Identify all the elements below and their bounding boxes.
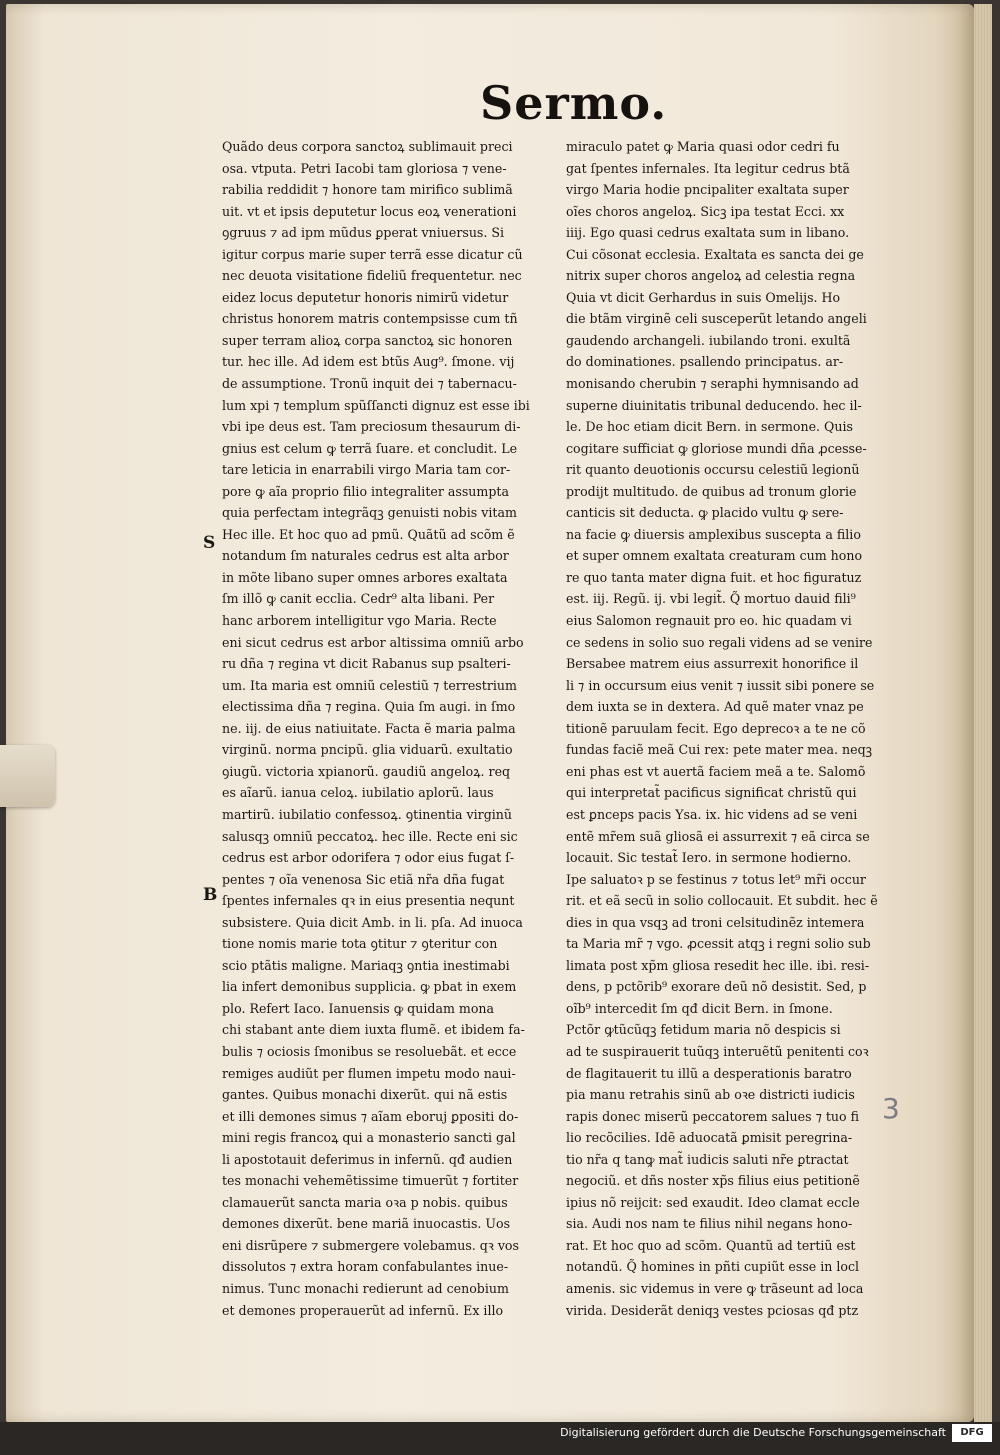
text-line: rit. et eã secũ in solio collocauit. Et subdit. hec ẽ: [566, 893, 878, 909]
text-line: hanc arborem intelligitur vgo Maria. Recte: [222, 613, 497, 629]
text-line: le. De hoc etiam dicit Bern. in sermone. Quis: [566, 419, 853, 435]
text-line: ꝯiugũ. victoria xpianorũ. gaudiũ angeloꝝ. req: [222, 763, 511, 779]
text-line: virginũ. norma pncipũ. glia viduarũ. exultatio: [222, 742, 513, 758]
text-line: uit. vt et ipsis deputetur locus eoꝝ venerationi: [222, 203, 517, 219]
text-line: um. Ita maria est omniũ celestiũ ⁊ terrestrium: [222, 677, 517, 693]
text-line: sia. Audi nos nam te filius nihil negans hono-: [566, 1216, 853, 1232]
page-title: Sermo.: [480, 76, 668, 130]
text-line: clamauerũt sancta maria oꝛa p nobis. quibus: [222, 1194, 508, 1210]
text-line: notandum ſm naturales cedrus est alta arbor: [222, 548, 509, 564]
text-line: pentes ⁊ oĩa venenosa Sic etiã nr̃a dña fugat: [222, 871, 505, 887]
text-line: rabilia reddidit ⁊ honore tam mirifico sublimã: [222, 182, 513, 198]
text-line: pore ꝙ aĩa proprio filio integraliter assumpta: [222, 483, 509, 499]
text-line: nimus. Tunc monachi redierunt ad cenobium: [222, 1280, 509, 1296]
text-line: eni disrũpere ⁊ submergere volebamus. qꝛ vos: [222, 1237, 519, 1253]
text-line: Quia vt dicit Gerhardus in suis Omelijs. Ho: [566, 289, 841, 305]
text-line: entẽ mr̃em suã gliosã ei assurrexit ⁊ eã circa se: [566, 828, 870, 844]
text-line: na facie ꝙ diuersis amplexibus suscepta a filio: [566, 526, 861, 542]
text-line: lum xpi ⁊ templum spũſſancti dignuz est esse ibi: [222, 397, 530, 413]
page-edge: [974, 4, 992, 1422]
text-line: li ⁊ in occursum eius venit ⁊ iussit sibi ponere se: [566, 677, 875, 693]
text-line: superne diuinitatis tribunal deducendo. hec il-: [566, 397, 862, 413]
text-line: ad te suspirauerit tuũqꝫ interuẽtũ penitenti coꝛ: [566, 1043, 869, 1059]
text-line: cedrus est arbor odorifera ⁊ odor eius fugat ſ-: [222, 850, 515, 866]
text-line: notandũ. Q̃ homines in pñti cupiũt esse in locl: [566, 1259, 860, 1275]
text-line: ipius nõ reijcit: sed exaudit. Ideo clamat eccle: [566, 1194, 860, 1210]
text-line: et demones properauerũt ad infernũ. Ex illo: [222, 1302, 504, 1318]
text-line: chi stabant ante diem iuxta flumẽ. et ibidem fa-: [222, 1022, 525, 1038]
text-line: limata post xp̃m gliosa resedit hec ille. ibi. resi-: [566, 957, 870, 973]
text-line: oĩes choros angeloꝝ. Sicꝫ ipa testat Ecci. xx: [566, 203, 845, 219]
right-text-column: [566, 136, 884, 1321]
text-line: scio ptãtis maligne. Mariaqꝫ ꝯntia inestimabi: [222, 957, 510, 973]
text-line: qui interpretat̃ pacificus significat christũ qui: [566, 785, 857, 801]
text-line: ce sedens in solio suo regali videns ad se venire: [566, 634, 873, 650]
text-line: est ꝑnceps pacis Ysa. ix. hic videns ad se veni: [566, 806, 858, 822]
text-line: rat. Et hoc quo ad scõm. Quantũ ad tertiũ est: [566, 1237, 856, 1253]
text-line: christus honorem matris contempsisse cum tñ: [222, 311, 518, 327]
text-line: re quo tanta mater digna fuit. et hoc figuratuz: [566, 569, 862, 585]
text-line: remiges audiũt per flumen impetu modo naui-: [222, 1065, 516, 1081]
margin-letter-b: B: [203, 885, 218, 905]
text-line: igitur corpus marie super terrã esse dicatur cũ: [222, 246, 523, 262]
text-line: tur. hec ille. Ad idem est btũs Aug⁹. ſmone. vij: [222, 354, 515, 370]
pencil-page-number: 3: [882, 1092, 900, 1125]
dfg-logo: DFG: [952, 1424, 992, 1442]
text-line: cogitare sufficiat ꝙ gloriose mundi dña ꝓcesse-: [566, 440, 867, 456]
text-line: dem iuxta se in dextera. Ad quẽ mater vnaz pe: [566, 699, 864, 715]
text-line: amenis. sic videmus in vere ꝙ trãseunt ad loca: [566, 1280, 864, 1296]
text-line: es aĩarũ. ianua celoꝝ. iubilatio aplorũ. laus: [222, 785, 494, 801]
text-line: tione nomis marie tota ꝯtitur ⁊ ꝯteritur con: [222, 936, 498, 952]
text-line: eidez locus deputetur honoris nimirũ videtur: [222, 289, 509, 305]
text-line: Hec ille. Et hoc quo ad pmũ. Quãtũ ad scõm ẽ: [222, 526, 515, 542]
text-line: de assumptione. Tronũ inquit dei ⁊ tabernacu-: [222, 376, 517, 392]
text-line: tio nr̃a q tanꝙ mat̃ iudicis saluti nr̃e ꝑtractat: [566, 1151, 849, 1167]
text-line: die btãm virginẽ celi susceperũt letando angeli: [566, 311, 867, 327]
text-line: dens, p pctõrib⁹ exorare deũ nõ desistit. Sed, p: [566, 979, 867, 995]
text-line: Quãdo deus corpora sanctoꝝ sublimauit preci: [222, 139, 513, 154]
text-line: fundas faciẽ meã Cui rex: pete mater mea. neqꝫ: [566, 742, 873, 758]
text-line: rapis donec miserũ peccatorem salues ⁊ tuo fi: [566, 1108, 860, 1124]
text-line: gaudendo archangeli. iubilando troni. exultã: [566, 332, 851, 348]
footer-credit: Digitalisierung gefördert durch die Deutsche Forschungsgemeinschaft: [560, 1426, 946, 1439]
text-line: monisando cherubin ⁊ seraphi hymnisando ad: [566, 376, 859, 392]
text-line: Pctõr ꝙtũcũqꝫ fetidum maria nõ despicis si: [566, 1022, 841, 1038]
text-line: Ipe saluatoꝛ p se festinus ⁊ totus let⁹ mr̃i occur: [566, 871, 866, 887]
text-line: quia perfectam integrãqꝫ genuisti nobis vitam: [222, 505, 517, 521]
text-line: locauit. Sic testat̃ Iero. in sermone hodierno.: [566, 850, 852, 866]
margin-letter-s: S: [203, 533, 216, 553]
text-line: est. iij. Regũ. ij. vbi legit̃. Q̃ mortuo dauid fili⁹: [566, 591, 856, 607]
text-line: tes monachi vehemẽtissime timuerũt ⁊ fortiter: [222, 1173, 519, 1189]
text-line: canticis sit deducta. ꝙ placido vultu ꝙ sere-: [566, 505, 844, 521]
paper-strip: [0, 745, 55, 807]
text-line: dies in qua vsqꝫ ad troni celsitudinẽz intemera: [566, 914, 865, 930]
text-line: li apostotauit deferimus in infernũ. qđ audien: [222, 1151, 513, 1167]
text-line: ru dña ⁊ regina vt dicit Rabanus sup psalteri-: [222, 656, 511, 672]
text-line: do dominationes. psallendo principatus. ar-: [566, 354, 844, 370]
text-line: ſpentes infernales qꝛ in eius presentia nequnt: [222, 893, 515, 909]
text-line: prodijt multitudo. de quibus ad tronum glorie: [566, 483, 857, 499]
text-line: eius Salomon regnauit pro eo. hic quadam vi: [566, 613, 852, 629]
text-line: ꝯgruus ⁊ ad ipm mũdus ꝑperat vniuersus. Si: [222, 225, 505, 241]
text-line: tare leticia in enarrabili virgo Maria tam cor-: [222, 462, 511, 478]
text-line: in mõte libano super omnes arbores exaltata: [222, 569, 508, 585]
left-text-column: [222, 136, 547, 1321]
text-line: mini regis francoꝝ qui a monasterio sancti gal: [222, 1130, 516, 1146]
text-line: osa. vtputa. Petri Iacobi tam gloriosa ⁊ vene-: [222, 160, 507, 176]
text-line: miraculo patet ꝙ Maria quasi odor cedri fu: [566, 139, 840, 154]
text-line: demones dixerũt. bene mariã inuocastis. Uos: [222, 1216, 511, 1232]
text-line: et super omnem exaltata creaturam cum hono: [566, 548, 863, 564]
text-line: rit quanto deuotionis occursu celestiũ legionũ: [566, 462, 860, 478]
text-line: negociũ. et dñs noster xp̃s filius eius petitionẽ: [566, 1173, 860, 1189]
text-line: gnius est celum ꝙ terrã ſuare. et concludit. Le: [222, 440, 518, 456]
text-line: nec deuota visitatione fideliũ frequentetur. nec: [222, 268, 522, 284]
text-line: Cui cõsonat ecclesia. Exaltata es sancta dei ge: [566, 246, 864, 262]
text-line: virida. Desiderãt deniqꝫ vestes pciosas qđ ptz: [566, 1302, 859, 1318]
text-line: ne. iij. de eius natiuitate. Facta ẽ maria palma: [222, 720, 516, 736]
text-line: lio recõcilies. Idẽ aduocatã ꝑmisit peregrina-: [566, 1130, 853, 1146]
text-line: ta Maria mr̃ ⁊ vgo. ꝓcessit atqꝫ i regni solio sub: [566, 936, 871, 952]
text-line: subsistere. Quia dicit Amb. in li. pſa. Ad inuoca: [222, 914, 523, 930]
text-line: Bersabee matrem eius assurrexit honorifice il: [566, 656, 859, 672]
text-line: martirũ. iubilatio confessoꝝ. ꝯtinentia virginũ: [222, 806, 513, 822]
text-line: bulis ⁊ ociosis ſmonibus se resoluebãt. et ecce: [222, 1043, 517, 1059]
text-line: eni sicut cedrus est arbor altissima omniũ arbo: [222, 634, 524, 650]
text-line: super terram alioꝝ corpa sanctoꝝ sic honoren: [222, 332, 513, 348]
text-line: vbi ipe deus est. Tam preciosum thesaurum di-: [222, 419, 521, 435]
text-line: ſm illõ ꝙ canit ecclia. Cedr⁹ alta libani. Per: [222, 591, 495, 607]
text-line: pia manu retrahis sinũ ab oꝛe districti iudicis: [566, 1087, 855, 1103]
text-line: de flagitauerit tu illũ a desperationis baratro: [566, 1065, 852, 1081]
text-line: plo. Refert Iaco. Ianuensis ꝙ quidam mona: [222, 1000, 495, 1016]
text-line: lia infert demonibus supplicia. ꝙ pbat in exem: [222, 979, 517, 995]
text-line: titionẽ paruulam fecit. Ego deprecoꝛ a te ne cõ: [566, 720, 866, 736]
text-line: eni phas est vt auertã faciem meã a te. Salomõ: [566, 763, 866, 779]
text-line: gantes. Quibus monachi dixerũt. qui nã estis: [222, 1087, 508, 1103]
text-line: virgo Maria hodie pncipaliter exaltata super: [566, 182, 849, 198]
text-line: salusqꝫ omniũ peccatoꝝ. hec ille. Recte eni sic: [222, 828, 518, 844]
text-line: dissolutos ⁊ extra horam confabulantes inue-: [222, 1259, 509, 1275]
text-line: nitrix super choros angeloꝝ ad celestia regna: [566, 268, 856, 284]
text-line: iiij. Ego quasi cedrus exaltata sum in libano.: [566, 225, 850, 241]
text-line: electissima dña ⁊ regina. Quia ſm augi. in ſmo: [222, 699, 516, 715]
text-line: et illi demones simus ⁊ aĩam eboruj ꝑpositi do-: [222, 1108, 519, 1124]
text-line: gat ſpentes infernales. Ita legitur cedrus btã: [566, 160, 850, 176]
text-line: oĩb⁹ intercedit ſm qđ dicit Bern. in ſmone.: [566, 1000, 833, 1016]
